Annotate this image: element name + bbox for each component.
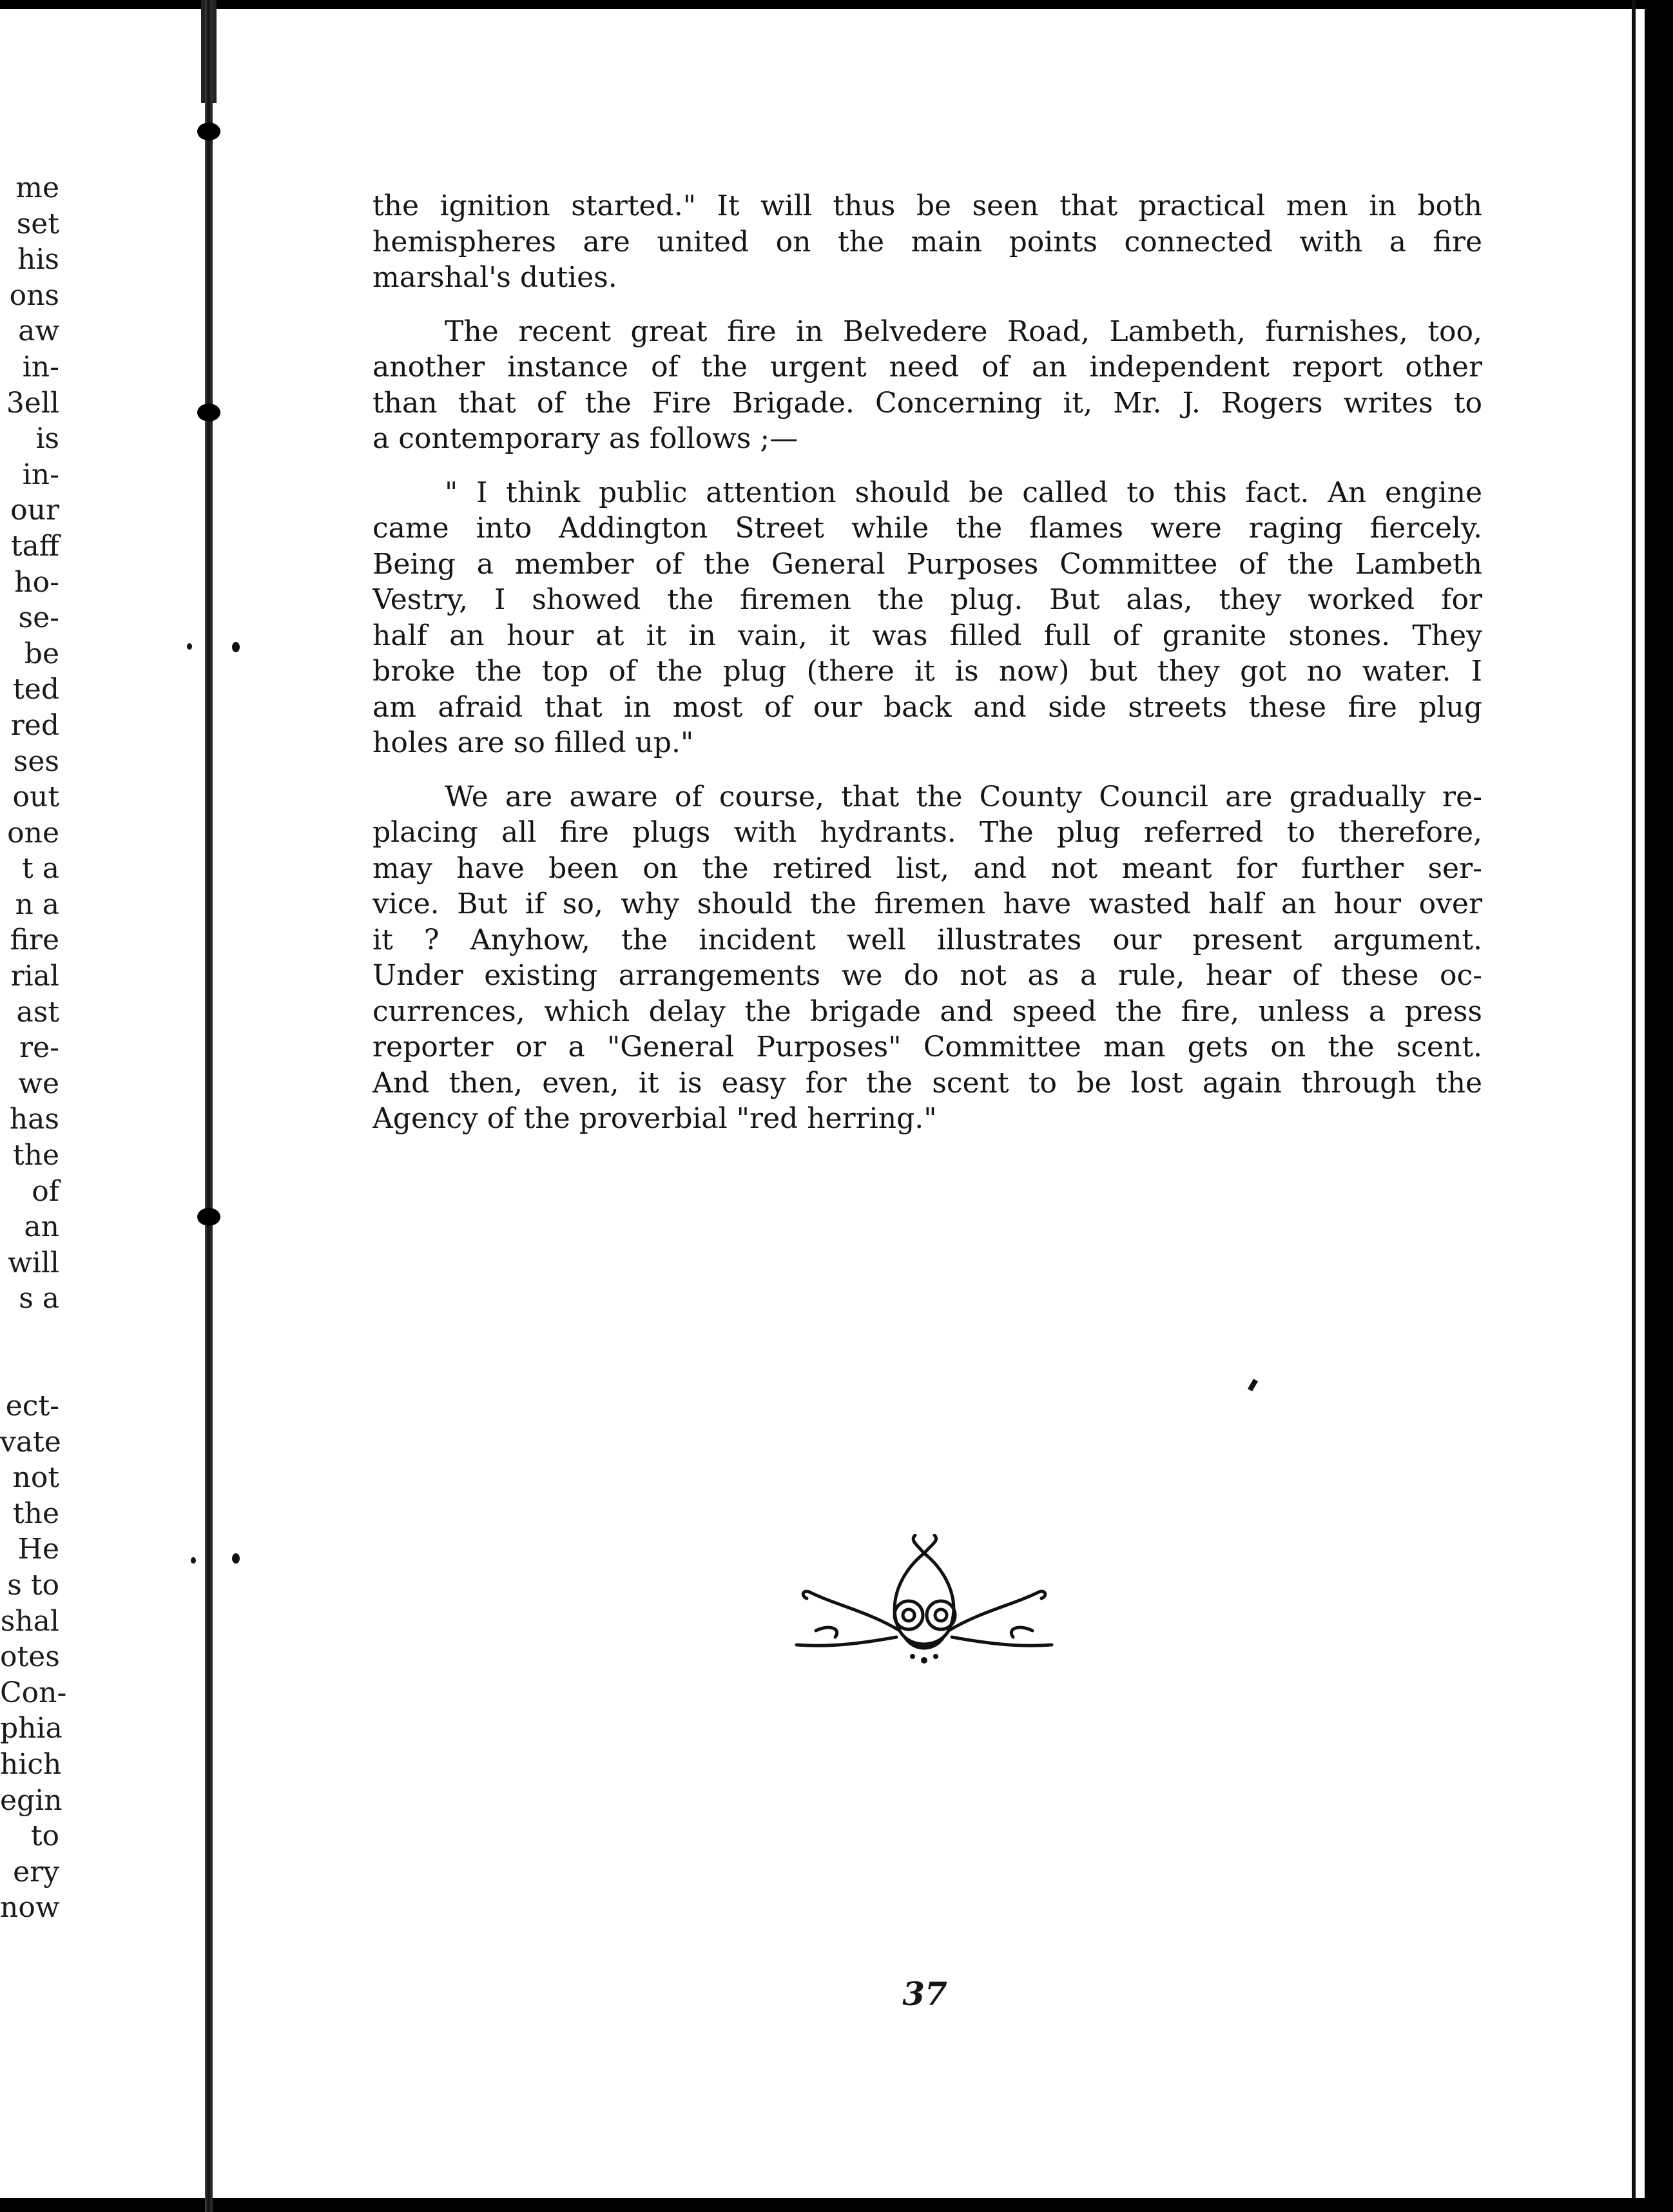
facing-page-fragment: ect- [5,1390,59,1422]
facing-page-fragment: not [12,1461,59,1495]
facing-page-fragment: will [8,1246,59,1279]
text-line: Being a member of the General Purposes Committee of the Lambeth [372,547,1482,581]
page-number: 37 [902,1975,947,2013]
facing-page-fragment: in- [22,350,59,383]
text-line: holes are so filled up." [372,726,694,759]
facing-page-fragment: out [12,781,59,814]
facing-page-fragment: shal [0,1604,59,1638]
facing-page-fragment: our [10,494,59,527]
text-line: hemispheres are united on the main points connected with a fire [372,225,1482,258]
facing-page-fragment: of [32,1174,59,1208]
text-line: reporter or a "General Purposes" Committee man gets on the scent. [372,1031,1482,1063]
facing-page-fragment: be [24,637,59,670]
facing-page-fragment: Con- [0,1676,67,1709]
facing-page-fragment: we [18,1067,59,1100]
text-line: am afraid that in most of our back and side streets these fire plug [372,690,1482,724]
facing-page-fragment: one [7,816,59,849]
facing-page-fragment: He [17,1533,59,1566]
facing-page-fragment: s to [7,1568,59,1602]
facing-page-fragment: egin [0,1783,63,1817]
scan-border-right [1645,0,1673,2212]
scan-border-bottom [0,2198,1673,2212]
facing-page-fragment: the [12,1497,59,1530]
facing-page-fragment: now [0,1891,60,1925]
facing-page-fragment: hich [0,1747,62,1781]
facing-page-fragment: phia [0,1712,63,1745]
facing-page-fragment: me [15,171,59,204]
text-line: another instance of the urgent need of an independent report other [372,351,1482,383]
facing-page-fragment: his [17,243,59,276]
text-line: than that of the Fire Brigade. Concerning it, Mr. J. Rogers writes to [372,386,1482,420]
facing-page-fragment: aw [18,315,59,348]
binding-hole [187,643,192,650]
text-line: may have been on the retired list, and not meant for further ser- [372,851,1482,885]
text-line: a contemporary as follows ;— [372,422,798,455]
binding-stitch [197,1208,220,1226]
facing-page-fragment: t a [22,852,59,886]
scan-border-top [0,0,1673,9]
facing-page-fragment: to [30,1819,59,1853]
text-line: Agency of the proverbial "red herring." [372,1102,937,1135]
scroll-flourish-ornament-icon [790,1534,1058,1669]
facing-page-fragment: otes [0,1640,60,1674]
scan-border-right-inner [1632,0,1636,2212]
facing-page-fragment: set [16,207,59,240]
facing-page-gap [0,1317,59,1388]
text-line: Under existing arrangements we do not as a rule, hear of these oc- [372,959,1482,992]
text-line: vice. But if so, why should the firemen have wasted half an hour over [372,888,1482,920]
text-line: The recent great fire in Belvedere Road, Lambeth, furnishes, too, [445,315,1482,348]
main-text [372,188,1482,1155]
facing-page-fragment: ses [13,744,59,778]
facing-page-fragment: ho- [14,565,59,599]
text-line: marshal's duties. [372,261,617,294]
facing-page-fragment: is [35,422,59,456]
facing-page-column [0,170,67,1926]
facing-page-fragment: fire [10,924,59,957]
text-line: And then, even, it is easy for the scent to be lost again through the [372,1066,1482,1100]
book-spine [205,0,213,2212]
text-line: We are aware of course, that the County Council are gradually re- [445,780,1482,813]
binding-stitch [197,403,220,422]
text-line: it ? Anyhow, the incident well illustrates our present argument. [372,923,1482,956]
facing-page-fragment: s a [19,1282,59,1315]
text-line: came into Addington Street while the flames were raging fiercely. [372,512,1482,545]
facing-page-fragment: taff [10,529,59,563]
facing-page-fragment: se- [18,601,59,635]
text-line: Vestry, I showed the firemen the plug. But alas, they worked for [372,583,1482,616]
facing-page-fragment: in- [22,458,59,491]
facing-page-fragment: 3ell [6,386,59,420]
facing-page-fragment: has [9,1103,59,1136]
text-line: half an hour at it in vain, it was filled full of granite stones. They [372,619,1482,652]
facing-page-fragment: re- [19,1031,59,1065]
binding-stitch [197,122,220,141]
paragraph [372,188,1482,296]
binding-hole [232,1553,240,1564]
ink-speck [1248,1379,1258,1392]
facing-page-fragment: ted [13,673,59,706]
text-line: " I think public attention should be called to this fact. An engine [445,476,1482,509]
facing-page-fragment: n a [15,888,59,921]
binding-hole [232,642,240,652]
facing-page-fragment: ons [9,278,59,312]
text-line: placing all fire plugs with hydrants. The plug referred to therefore, [372,816,1482,849]
paragraph [372,475,1482,761]
text-line: broke the top of the plug (there it is now) but they got no water. I [372,655,1482,688]
facing-page-fragment: the [12,1139,59,1172]
facing-page-fragment: rial [10,960,59,993]
binding-hole [191,1557,196,1564]
facing-page-fragment: ery [13,1855,59,1888]
paragraph [372,779,1482,1137]
facing-page-fragment: an [24,1210,59,1244]
text-line: the ignition started." It will thus be seen that practical men in both [372,189,1482,222]
facing-page-fragment: ast [16,995,59,1029]
facing-page-fragment: vate [0,1425,61,1459]
text-line: currences, which delay the brigade and speed the fire, unless a press [372,994,1482,1028]
paragraph [372,314,1482,457]
facing-page-fragment: red [10,708,59,742]
